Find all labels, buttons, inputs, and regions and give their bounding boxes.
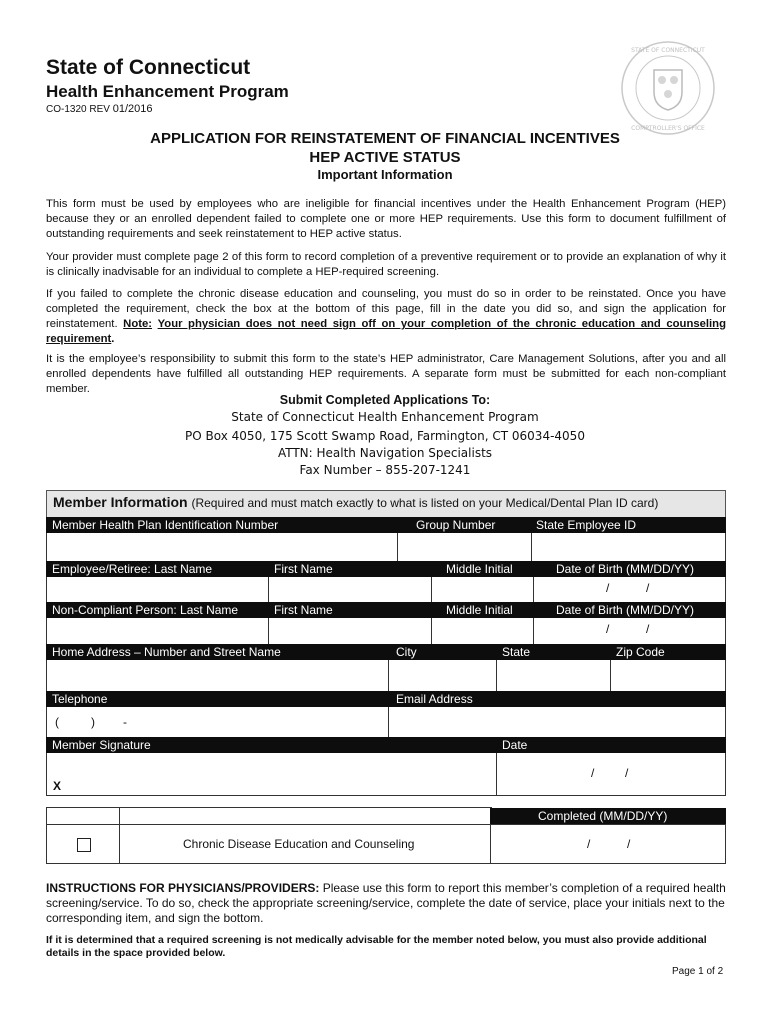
city-field[interactable] (389, 660, 496, 691)
row5-fields (46, 707, 726, 738)
employee-last-name-field[interactable] (47, 577, 268, 602)
member-signature-field[interactable] (47, 753, 496, 795)
state-title: State of Connecticut (46, 56, 251, 79)
noncompliant-dob-field[interactable]: / / (606, 622, 650, 636)
row2-fields (46, 577, 726, 603)
noncompliant-middle-initial-field[interactable] (432, 618, 533, 644)
submit-line-3: ATTN: Health Navigation Specialists (277, 446, 493, 460)
page-number: Page 1 of 2 (672, 966, 724, 977)
completed-header: Completed (MM/DD/YY) (490, 808, 726, 824)
chronic-disease-checkbox[interactable] (77, 838, 91, 852)
form-title: APPLICATION FOR REINSTATEMENT OF FINANCIAL INCENTIVES (150, 130, 620, 147)
svg-text:STATE OF CONNECTICUT: STATE OF CONNECTICUT (631, 47, 705, 54)
employee-dob-field[interactable]: / / (606, 581, 650, 595)
submit-line-2: PO Box 4050, 175 Scott Swamp Road, Farmington, CT 06034-4050 (185, 429, 585, 443)
member-info-title: Member Information (53, 494, 188, 510)
row4-header: Home Address – Number and Street Name City State Zip Code (46, 644, 726, 660)
row3-fields (46, 618, 726, 645)
email-field[interactable] (389, 707, 725, 737)
provider-paragraph: Your provider must complete page 2 of this form to record completion of a preventive requirement or to provide an explanation of why it is clinically inadvisable for an individual to complete a HEP-required screening. (46, 251, 726, 278)
form-code: CO-1320 REV 01/2016 (46, 103, 153, 115)
state-field[interactable] (497, 660, 610, 691)
row4-fields (46, 660, 726, 692)
row5-header: Telephone Email Address (46, 691, 726, 707)
comptroller-seal-icon (620, 40, 716, 136)
submit-line-1: State of Connecticut Health Enhancement Program (231, 410, 539, 424)
health-plan-id-field[interactable] (47, 533, 397, 561)
row1-fields (46, 533, 726, 562)
completed-top-cell (46, 807, 492, 824)
zip-code-field[interactable] (611, 660, 725, 691)
row1-header: Member Health Plan Identification Number Group Number State Employee ID (46, 517, 726, 533)
row2-header: Employee/Retiree: Last Name First Name Middle Initial Date of Birth (MM/DD/YY) (46, 561, 726, 577)
instructions-text: Please use this form to report this member’s completion of a required health screening/service. To do so, check the appropriate screening/service, complete the date of service, place your initials next to the corresponding item, and sign the bottom. (46, 881, 726, 925)
medical-advisability-note: If it is determined that a required screening is not medically advisable for the member noted below, you must also provide additional details in the space provided below. (46, 934, 707, 959)
note-text: Your physician does not need sign off on your completion of the chronic education and counseling requirement (46, 318, 726, 345)
member-info-header (46, 490, 726, 518)
noncompliant-first-name-field[interactable] (269, 618, 431, 644)
submit-line-4: Fax Number – 855-207-1241 (299, 463, 471, 477)
chronic-disease-item-label: Chronic Disease Education and Counseling (183, 837, 415, 851)
employee-first-name-field[interactable] (269, 577, 431, 602)
physician-instructions (46, 881, 726, 926)
submit-heading: Submit Completed Applications To: (279, 393, 491, 407)
note-label: Note: (123, 318, 153, 330)
row6-fields (46, 753, 726, 796)
svg-text:COMPTROLLER'S OFFICE: COMPTROLLER'S OFFICE (631, 125, 705, 132)
completed-row (46, 824, 726, 864)
noncompliant-last-name-field[interactable] (47, 618, 268, 644)
intro-paragraph: This form must be used by employees who are ineligible for financial incentives under the Health Enhancement Program (HEP) because they or an enrolled dependent failed to complete one or more HEP requirements. Use this form to document fulfillment of outstanding requirements and seek reinstatement to HEP active status. (46, 198, 726, 240)
form-revision-date: 01/2016 (112, 103, 153, 115)
employee-middle-initial-field[interactable] (432, 577, 533, 602)
state-employee-id-field[interactable] (532, 533, 725, 561)
signature-x-mark: X (53, 779, 62, 793)
street-address-field[interactable] (47, 660, 388, 691)
chronic-paragraph: If you failed to complete the chronic disease education and counseling, you must do so in order to be reinstated. Once you have completed the requirement, check the box at the bottom of this page, fill in the date you did so, and sign the application for reinstatement. Note: Your physician does not need sign off on your completion of the chronic education and counseling requirement. (46, 288, 726, 345)
completed-date-field[interactable]: / / (587, 837, 631, 851)
instructions-label: INSTRUCTIONS FOR PHYSICIANS/PROVIDERS: (46, 881, 320, 895)
responsibility-paragraph: It is the employee’s responsibility to submit this form to the state’s HEP administrator, Care Management Solutions, after you and all enrolled dependents have fulfilled all outstanding HEP requirements. A separate form must be submitted for each non-compliant member. (46, 353, 726, 395)
important-info-heading: Important Information (317, 167, 453, 182)
form-subtitle: HEP ACTIVE STATUS (309, 149, 461, 166)
row3-header: Non-Compliant Person: Last Name First Name Middle Initial Date of Birth (MM/DD/YY) (46, 602, 726, 618)
signature-date-field[interactable]: / / (591, 766, 629, 780)
row6-header: Member Signature Date (46, 737, 726, 753)
program-title: Health Enhancement Program (46, 82, 289, 101)
telephone-field[interactable]: ( ) - (55, 715, 127, 729)
member-info-note: (Required and must match exactly to what is listed on your Medical/Dental Plan ID card) (191, 496, 659, 510)
group-number-field[interactable] (398, 533, 531, 561)
